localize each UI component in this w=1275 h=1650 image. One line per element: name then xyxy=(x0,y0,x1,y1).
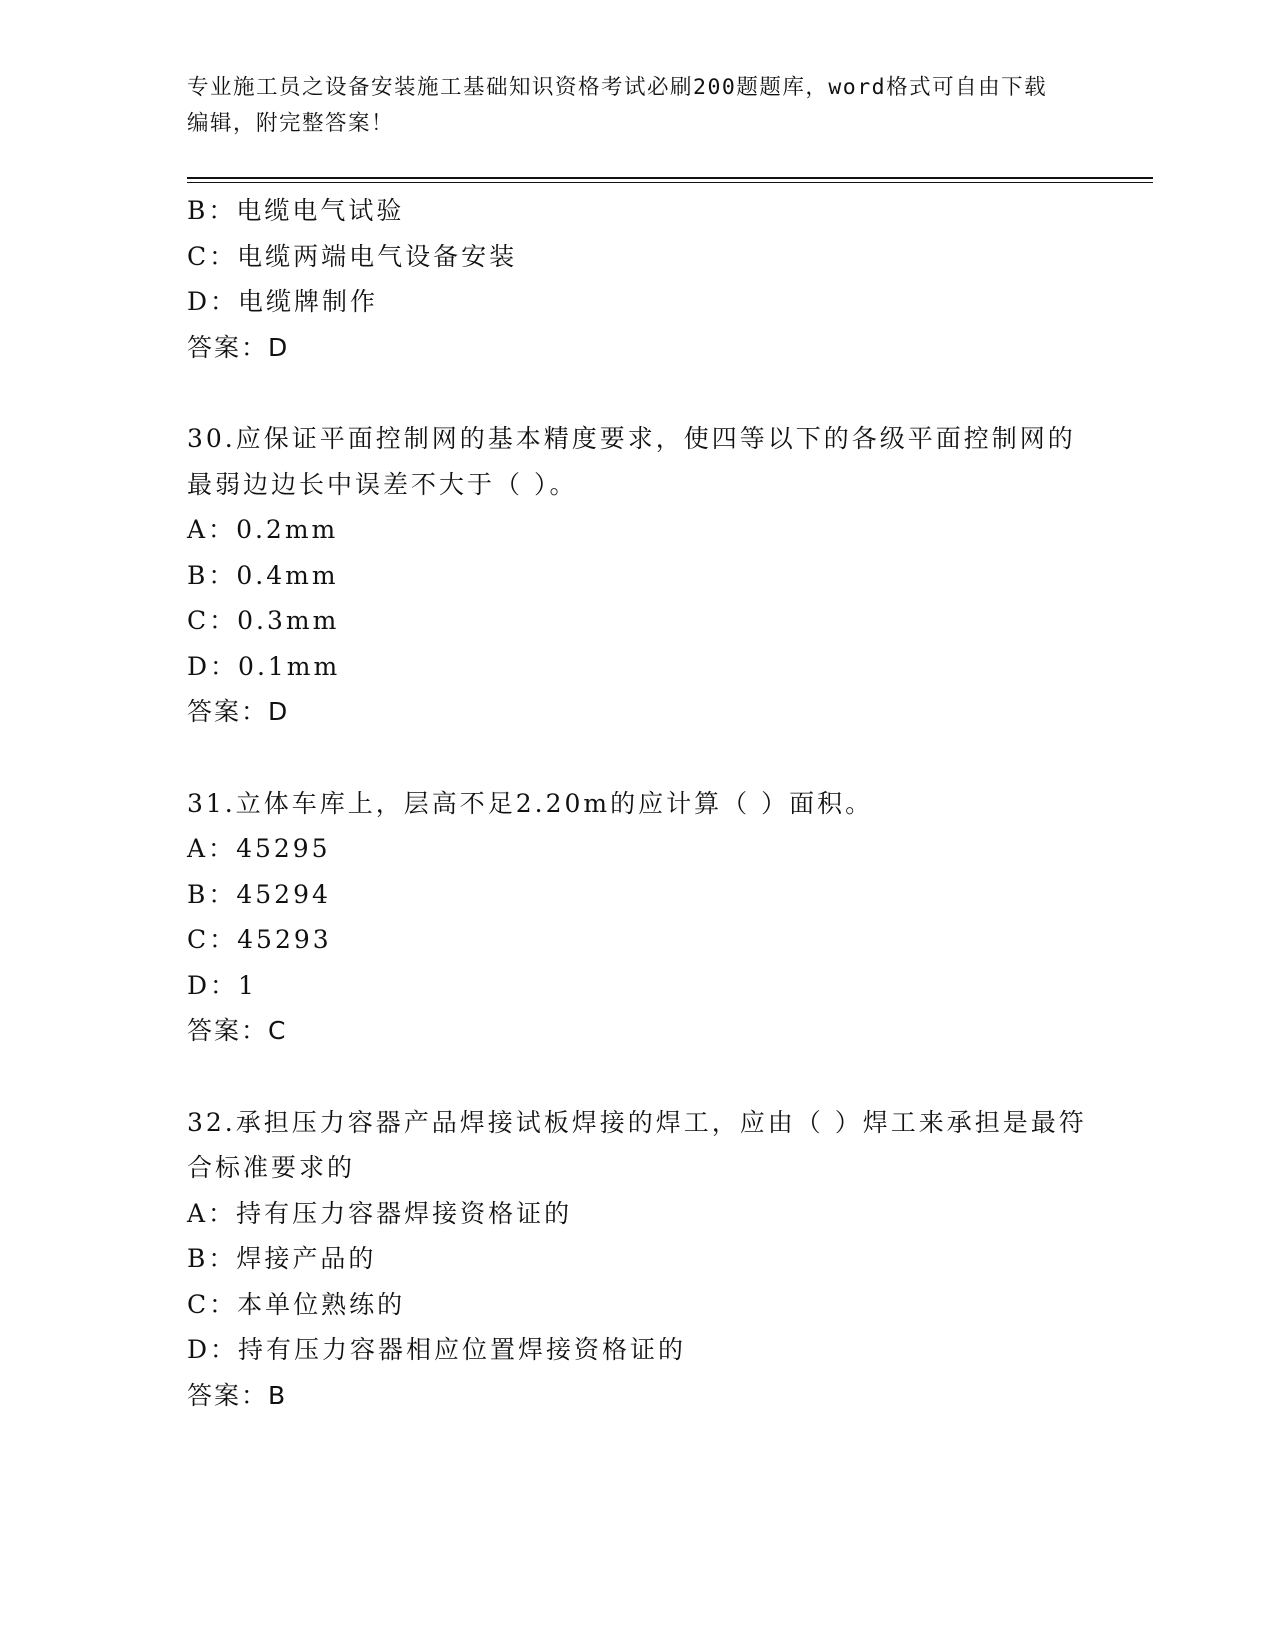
question-32-text: 32.承担压力容器产品焊接试板焊接的焊工，应由（ ）焊工来承担是最符合标准要求的 xyxy=(187,1107,1087,1182)
option-label: A： xyxy=(187,1198,237,1228)
option-a xyxy=(187,1191,1087,1237)
option-label: D： xyxy=(187,287,239,316)
option-text: 1 xyxy=(238,970,257,1000)
answer-line: 答案：B xyxy=(187,1380,288,1410)
option-label: B： xyxy=(187,560,237,590)
option-b xyxy=(187,553,1087,599)
option-a xyxy=(187,826,1087,872)
option-label: B： xyxy=(187,1244,237,1273)
option-text: 45294 xyxy=(236,879,331,909)
spacer xyxy=(187,370,1087,416)
option-label: C： xyxy=(187,925,238,954)
option-a xyxy=(187,507,1087,553)
option-text: 电缆牌制作 xyxy=(238,287,379,316)
option-text: 45293 xyxy=(237,925,332,954)
spacer xyxy=(187,1054,1087,1100)
option-text: 本单位熟练的 xyxy=(237,1289,406,1319)
option-text: 焊接产品的 xyxy=(236,1244,377,1273)
option-c xyxy=(187,234,1087,280)
option-d xyxy=(187,963,1087,1009)
option-label: D： xyxy=(187,970,239,1000)
option-text: 0.4mm xyxy=(236,560,339,590)
option-d xyxy=(187,279,1087,325)
option-text: 45295 xyxy=(236,834,331,863)
option-label: A： xyxy=(187,515,237,544)
option-text: 持有压力容器焊接资格证的 xyxy=(236,1198,573,1228)
option-label: D： xyxy=(187,1335,239,1364)
header-divider xyxy=(187,177,1153,183)
option-label: C： xyxy=(187,606,238,635)
page-header: 专业施工员之设备安装施工基础知识资格考试必刷200题题库，word格式可自由下载编辑，附完整答案！ xyxy=(187,75,1048,136)
option-c xyxy=(187,917,1087,963)
option-text: 0.3mm xyxy=(237,606,340,635)
answer-line: 答案：D xyxy=(187,697,290,726)
answer-line: 答案：C xyxy=(187,1016,288,1045)
option-label: C： xyxy=(187,241,238,271)
option-text: 电缆两端电气设备安装 xyxy=(237,241,518,271)
option-label: B： xyxy=(187,196,237,225)
option-text: 0.2mm xyxy=(236,515,339,544)
option-text: 电缆电气试验 xyxy=(236,196,405,225)
question-content xyxy=(187,188,1087,1418)
answer-line: 答案：D xyxy=(187,332,290,362)
option-c xyxy=(187,598,1087,644)
option-b xyxy=(187,872,1087,918)
option-text: 持有压力容器相应位置焊接资格证的 xyxy=(238,1335,687,1364)
option-b xyxy=(187,1236,1087,1282)
question-30-text: 30.应保证平面控制网的基本精度要求，使四等以下的各级平面控制网的最弱边边长中误差不大于（ ）。 xyxy=(187,424,1076,499)
option-text: 0.1mm xyxy=(238,651,341,681)
question-31-text: 31.立体车库上，层高不足2.20m的应计算（ ）面积。 xyxy=(187,788,874,818)
option-label: A： xyxy=(187,834,237,863)
option-d xyxy=(187,644,1087,690)
option-d xyxy=(187,1327,1087,1373)
option-c xyxy=(187,1282,1087,1328)
option-label: B： xyxy=(187,879,237,909)
option-b xyxy=(187,188,1087,234)
option-label: D： xyxy=(187,651,239,681)
option-label: C： xyxy=(187,1289,238,1319)
spacer xyxy=(187,735,1087,781)
